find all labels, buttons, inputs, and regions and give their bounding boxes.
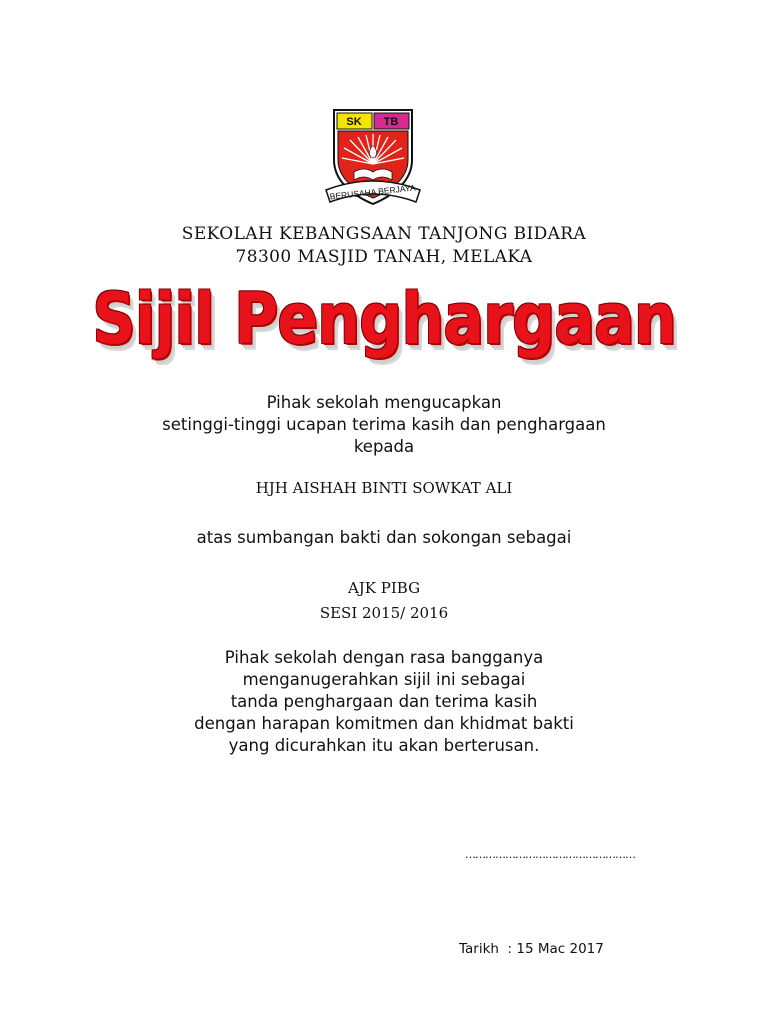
crest-sk-text: SK bbox=[346, 116, 362, 128]
crest-tb-text: TB bbox=[383, 116, 399, 128]
recipient-name: HJH AISHAH BINTI SOWKAT ALI bbox=[255, 479, 513, 497]
date-label: Tarikh : bbox=[459, 941, 513, 957]
date-line bbox=[459, 941, 604, 957]
crest-motto-text: BERUSAHA BERJAYA bbox=[329, 182, 417, 202]
closing-paragraph bbox=[0, 647, 768, 757]
school-crest-logo bbox=[320, 106, 426, 212]
closing-line: yang dicurahkan itu akan berterusan. bbox=[228, 736, 540, 755]
school-name: SEKOLAH KEBANGSAAN TANJONG BIDARA bbox=[181, 224, 587, 244]
intro-line: setinggi-tinggi ucapan terima kasih dan penghargaan bbox=[162, 415, 606, 434]
school-address: 78300 MASJID TANAH, MELAKA bbox=[235, 247, 533, 267]
date-value: 15 Mac 2017 bbox=[516, 941, 604, 957]
closing-line: menganugerahkan sijil ini sebagai bbox=[242, 670, 526, 689]
session-text: SESI 2015/ 2016 bbox=[319, 604, 449, 622]
contribution-text: atas sumbangan bakti dan sokongan sebagai bbox=[196, 528, 572, 547]
intro-line: kepada bbox=[353, 437, 415, 456]
signature-line: …………………………………………… bbox=[465, 848, 635, 861]
intro-paragraph bbox=[0, 392, 768, 458]
closing-line: Pihak sekolah dengan rasa bangganya bbox=[224, 648, 544, 667]
certificate-title: Sijil Penghargaan bbox=[92, 278, 676, 360]
recipient-role: AJK PIBG bbox=[347, 579, 421, 597]
closing-line: dengan harapan komitmen dan khidmat bakti bbox=[194, 714, 574, 733]
intro-line: Pihak sekolah mengucapkan bbox=[266, 393, 502, 412]
closing-line: tanda penghargaan dan terima kasih bbox=[230, 692, 538, 711]
